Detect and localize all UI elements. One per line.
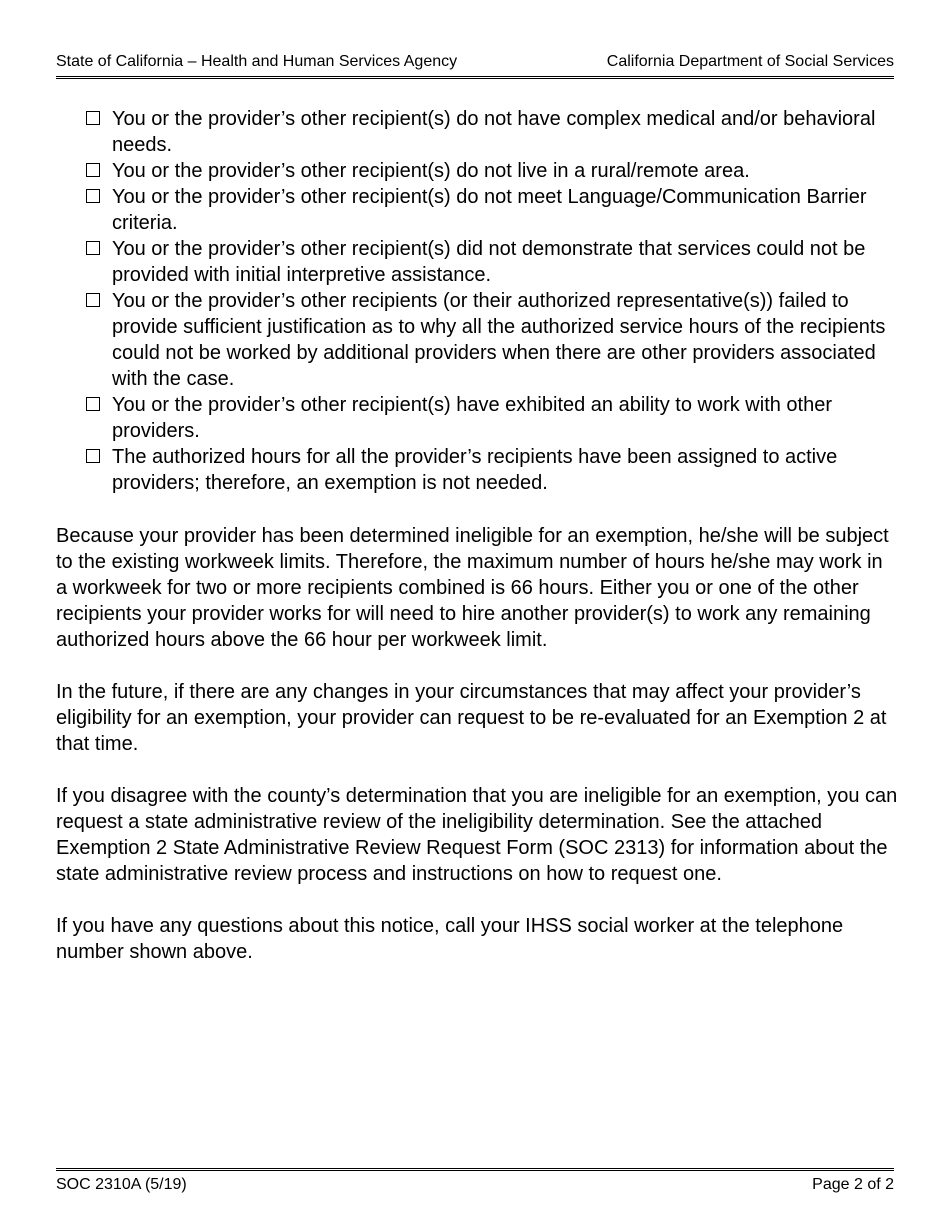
department-name: California Department of Social Services [606, 53, 894, 70]
reason-item [86, 392, 906, 444]
agency-name: State of California – Health and Human Services Agency [56, 53, 458, 70]
reason-text: You or the provider’s other recipients (or their authorized representative(s)) failed to provide sufficient justification as to why all the authorized service hours of the recipients could not be worked by additional providers when there are other providers associated with the case. [112, 290, 886, 390]
reason-item [86, 106, 906, 158]
footer-divider [56, 1168, 894, 1171]
reason-item [86, 158, 906, 184]
reason-item [86, 184, 906, 236]
questions-paragraph: If you have any questions about this notice, call your IHSS social worker at the telephone number shown above. [56, 915, 844, 963]
checkbox[interactable] [86, 189, 100, 203]
reason-text: The authorized hours for all the provider’s recipients have been assigned to active providers; therefore, an exemption is not needed. [112, 446, 838, 494]
workweek-limit-paragraph: Because your provider has been determined ineligible for an exemption, he/she will be subject to the existing workweek limits. Therefore, the maximum number of hours he/she may work in a workweek for two or more recipients combined is 66 hours. Either you or one of the other recipients your provider works for will need to hire another provider(s) to work any remaining authorized hours above the 66 hour per workweek limit. [56, 525, 889, 651]
checkbox[interactable] [86, 163, 100, 177]
reason-text: You or the provider’s other recipient(s) do not meet Language/Communication Barrier criteria. [112, 186, 867, 234]
notice-body [56, 523, 898, 991]
page-number: Page 2 of 2 [812, 1176, 894, 1193]
ineligibility-reasons-list [86, 106, 906, 496]
checkbox[interactable] [86, 449, 100, 463]
reason-item [86, 444, 906, 496]
reason-text: You or the provider’s other recipient(s) did not demonstrate that services could not be provided with initial interpretive assistance. [112, 238, 866, 286]
reason-item [86, 236, 906, 288]
reason-text: You or the provider’s other recipient(s) have exhibited an ability to work with other providers. [112, 394, 833, 442]
re-evaluation-paragraph: In the future, if there are any changes in your circumstances that may affect your provider’s eligibility for an exemption, your provider can request to be re-evaluated for an Exemption 2 at that time. [56, 681, 887, 755]
checkbox[interactable] [86, 293, 100, 307]
page-header [56, 52, 894, 72]
page-footer [56, 1175, 894, 1195]
review-request-paragraph: If you disagree with the county’s determination that you are ineligible for an exemption, you can request a state administrative review of the ineligibility determination. See the attached Exemption 2 State Administrative Review Request Form (SOC 2313) for information about the state administrative review process and instructions on how to request one. [56, 785, 898, 885]
reason-text: You or the provider’s other recipient(s) do not live in a rural/remote area. [112, 160, 750, 182]
checkbox[interactable] [86, 241, 100, 255]
checkbox[interactable] [86, 111, 100, 125]
form-id: SOC 2310A (5/19) [56, 1176, 187, 1193]
reason-text: You or the provider’s other recipient(s) do not have complex medical and/or behavioral needs. [112, 108, 876, 156]
checkbox[interactable] [86, 397, 100, 411]
header-divider [56, 76, 894, 79]
reason-item [86, 288, 906, 392]
